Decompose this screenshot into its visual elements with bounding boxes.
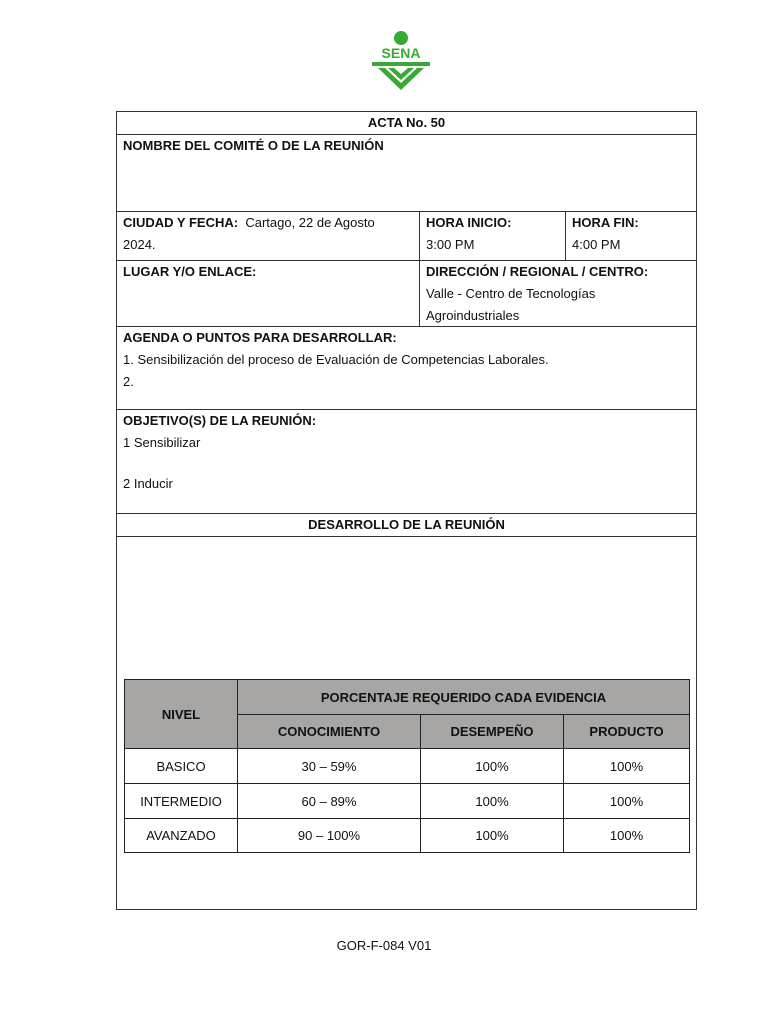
hora-fin-value: 4:00 PM [572, 237, 621, 252]
agenda-label: AGENDA O PUNTOS PARA DESARROLLAR: [123, 330, 397, 345]
svg-text:SENA: SENA [381, 45, 421, 61]
comite-row [117, 135, 696, 212]
cell-conocimiento: 90 – 100% [238, 819, 421, 853]
agenda-item: 1. Sensibilización del proceso de Evaluación de Competencias Laborales. [123, 352, 549, 367]
header-conocimiento: CONOCIMIENTO [238, 715, 421, 749]
table-row [125, 749, 690, 784]
document-code: GOR-F-084 V01 [336, 938, 432, 953]
cell-nivel: BASICO [125, 749, 238, 784]
header-porcentaje: PORCENTAJE REQUERIDO CADA EVIDENCIA [238, 680, 690, 715]
ciudad-fecha-row [117, 212, 696, 261]
sena-logo [368, 30, 434, 94]
acta-form [116, 111, 697, 910]
lugar-label: LUGAR Y/O ENLACE: [123, 264, 257, 279]
cell-producto: 100% [564, 784, 690, 819]
agenda-item: 2. [123, 374, 134, 389]
acta-title-row [117, 112, 696, 135]
desarrollo-title: DESARROLLO DE LA REUNIÓN [308, 517, 505, 532]
table-row [125, 819, 690, 853]
comite-label: NOMBRE DEL COMITÉ O DE LA REUNIÓN [123, 138, 384, 153]
porcentaje-table [124, 679, 690, 853]
lugar-row [117, 261, 696, 327]
direccion-value-line1: Valle - Centro de Tecnologías [426, 286, 596, 301]
ciudad-value-line2: 2024. [123, 237, 156, 252]
cell-desempeno: 100% [421, 749, 564, 784]
desarrollo-title-row [117, 514, 696, 537]
header-nivel: NIVEL [125, 680, 238, 749]
direccion-value-line2: Agroindustriales [426, 308, 520, 323]
hora-inicio-label: HORA INICIO: [426, 215, 512, 230]
direccion-label: DIRECCIÓN / REGIONAL / CENTRO: [426, 264, 649, 279]
cell-nivel: AVANZADO [125, 819, 238, 853]
objetivo-item: 1 Sensibilizar [123, 435, 201, 450]
objetivos-label: OBJETIVO(S) DE LA REUNIÓN: [123, 413, 317, 428]
cell-producto: 100% [564, 819, 690, 853]
objetivos-row [117, 410, 696, 514]
ciudad-value-line1: Cartago, 22 de Agosto [245, 215, 375, 230]
hora-inicio-value: 3:00 PM [426, 237, 475, 252]
hora-fin-label: HORA FIN: [572, 215, 639, 230]
acta-title: ACTA No. 50 [367, 115, 446, 130]
objetivo-item: 2 Inducir [123, 476, 173, 491]
cell-desempeno: 100% [421, 784, 564, 819]
cell-desempeno: 100% [421, 819, 564, 853]
cell-conocimiento: 60 – 89% [238, 784, 421, 819]
header-desempeno: DESEMPEÑO [421, 715, 564, 749]
header-producto: PRODUCTO [564, 715, 690, 749]
table-row [125, 784, 690, 819]
cell-nivel: INTERMEDIO [125, 784, 238, 819]
cell-conocimiento: 30 – 59% [238, 749, 421, 784]
ciudad-label: CIUDAD Y FECHA: [123, 215, 239, 230]
agenda-row [117, 327, 696, 410]
cell-producto: 100% [564, 749, 690, 784]
